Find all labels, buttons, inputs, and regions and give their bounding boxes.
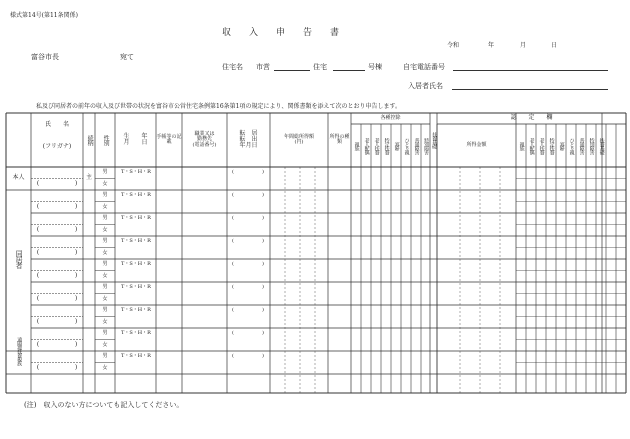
sex-male: 男 <box>102 238 108 245</box>
move-paren-close: ) <box>262 238 264 245</box>
deductions-group-header: 各種控除 <box>380 114 401 121</box>
col-birth-header: 生 年 月 日 <box>123 132 148 146</box>
sex-female: 女 <box>102 364 108 371</box>
kana-paren-close: ) <box>74 341 78 349</box>
date-day: 日 <box>551 42 558 49</box>
sex-male: 男 <box>102 353 108 360</box>
deduction-header-1: 老人配偶 <box>363 137 370 154</box>
birth-era: T・S・H・R <box>121 169 151 176</box>
kana-paren-close: ) <box>74 203 78 211</box>
col-name-header: 氏 名 <box>44 120 69 128</box>
sex-male: 男 <box>102 307 108 314</box>
col-move-header: 転 居 転 出 年月日 <box>239 129 258 150</box>
sex-female: 女 <box>102 180 108 187</box>
col-income-type-header: 所得の種類 <box>329 133 350 145</box>
col-kana-header: (フリガナ) <box>42 142 72 150</box>
deduction-header-0: 親族 <box>353 141 360 150</box>
deduction-header-2: 老人扶養 <box>373 137 380 154</box>
certified-group-header: 認 定 欄 <box>510 114 553 122</box>
sex-female: 女 <box>102 249 108 256</box>
move-paren-close: ) <box>262 215 264 222</box>
sex-male: 男 <box>102 284 108 291</box>
kana-paren-open: ( <box>36 203 40 211</box>
col-receipt-header: 扶養基礎 <box>431 132 438 148</box>
move-paren-open: ( <box>232 192 234 199</box>
move-paren-open: ( <box>232 353 234 360</box>
date-year: 年 <box>488 42 495 49</box>
resident-label: 入居者氏名 <box>408 82 443 90</box>
col-income-header: 年間総所得額 (円) <box>283 133 314 145</box>
sex-female: 女 <box>102 341 108 348</box>
address-city: 市営 <box>256 63 270 71</box>
birth-era: T・S・H・R <box>121 330 151 337</box>
move-paren-open: ( <box>232 307 234 314</box>
move-paren-close: ) <box>262 330 264 337</box>
kana-paren-close: ) <box>74 226 78 234</box>
birth-era: T・S・H・R <box>121 192 151 199</box>
date-era: 令和 <box>447 42 460 49</box>
certified-income-header: 所得金額 <box>466 141 487 148</box>
addressee-suffix: 宛て <box>120 53 134 61</box>
kana-paren-open: ( <box>36 318 40 326</box>
row-label-household: 同居者 <box>15 250 24 268</box>
address-label: 住宅名 <box>222 63 243 71</box>
certified-header-6: 普通障害 <box>578 137 585 154</box>
certified-header-8: 扶養基礎 <box>598 137 605 154</box>
col-sex-header: 性別 <box>102 135 110 145</box>
sex-female: 女 <box>102 272 108 279</box>
kana-paren-close: ) <box>74 272 78 280</box>
birth-era: T・S・H・R <box>121 238 151 245</box>
birth-era: T・S・H・R <box>121 261 151 268</box>
addressee: 富谷市長 <box>31 53 59 61</box>
deduction-header-7: 特別障害 <box>423 137 430 154</box>
certified-header-2: 老人扶養 <box>538 137 545 154</box>
kana-paren-close: ) <box>74 364 78 372</box>
move-paren-open: ( <box>232 215 234 222</box>
deduction-header-5: ひとり親 <box>403 137 410 154</box>
kana-paren-open: ( <box>36 226 40 234</box>
birth-era: T・S・H・R <box>121 284 151 291</box>
kana-paren-close: ) <box>74 180 78 188</box>
move-paren-open: ( <box>232 238 234 245</box>
kana-paren-open: ( <box>36 249 40 257</box>
move-paren-open: ( <box>232 330 234 337</box>
col-workplace-header: 職業又は 勤務先 (電話番号) <box>192 131 217 148</box>
date-month: 月 <box>520 42 527 49</box>
form-number: 様式第14号(第11条関係) <box>10 12 78 19</box>
sex-male: 男 <box>102 215 108 222</box>
certified-header-1: 老人配偶 <box>528 137 535 154</box>
move-paren-close: ) <box>262 307 264 314</box>
certified-header-7: 特別障害 <box>588 137 595 154</box>
deduction-header-3: 特定扶養 <box>383 137 390 154</box>
kana-paren-close: ) <box>74 249 78 257</box>
sex-male: 男 <box>102 192 108 199</box>
statement: 私及び同居者の前年の収入及び世帯の状況を富谷市公営住宅条例第16条第1項の規定により、関係書類を添えて次のとおり申告します。 <box>36 103 401 110</box>
kana-paren-close: ) <box>74 295 78 303</box>
sex-female: 女 <box>102 295 108 302</box>
row-label-remote: 遠隔地扶養親族 <box>16 337 23 365</box>
sex-female: 女 <box>102 318 108 325</box>
address-housing: 住宅 <box>313 63 327 71</box>
sex-male: 男 <box>102 261 108 268</box>
move-paren-open: ( <box>232 284 234 291</box>
deduction-header-4: 寡婦 <box>393 141 400 150</box>
kana-paren-open: ( <box>36 341 40 349</box>
address-building: 号棟 <box>368 63 382 71</box>
birth-era: T・S・H・R <box>121 353 151 360</box>
footer-note: (注) 収入のない方についても記入してください。 <box>24 401 184 409</box>
kana-paren-open: ( <box>36 272 40 280</box>
sex-male: 男 <box>102 330 108 337</box>
move-paren-close: ) <box>262 284 264 291</box>
kana-paren-open: ( <box>36 295 40 303</box>
birth-era: T・S・H・R <box>121 215 151 222</box>
col-disability-header: 手帳等の記載 <box>156 133 182 145</box>
move-paren-open: ( <box>232 169 234 176</box>
sex-female: 女 <box>102 203 108 210</box>
sex-female: 女 <box>102 226 108 233</box>
move-paren-open: ( <box>232 261 234 268</box>
row-label-self: 本人 <box>12 174 25 182</box>
form-title: 収 入 申 告 書 <box>222 28 340 38</box>
kana-paren-open: ( <box>36 364 40 372</box>
move-paren-close: ) <box>262 192 264 199</box>
col-relation-header: 続柄 <box>86 135 94 145</box>
sex-male: 男 <box>102 169 108 176</box>
certified-header-4: 寡婦 <box>558 141 565 150</box>
birth-era: T・S・H・R <box>121 307 151 314</box>
relation-self: 主 <box>85 174 92 182</box>
certified-header-3: 特定扶養 <box>548 137 555 154</box>
move-paren-close: ) <box>262 169 264 176</box>
move-paren-close: ) <box>262 261 264 268</box>
kana-paren-open: ( <box>36 180 40 188</box>
kana-paren-close: ) <box>74 318 78 326</box>
move-paren-close: ) <box>262 353 264 360</box>
certified-header-0: 親族 <box>518 141 525 150</box>
certified-header-5: ひとり親 <box>568 137 575 154</box>
phone-label: 自宅電話番号 <box>403 63 445 71</box>
deduction-header-6: 普通障害 <box>413 137 420 154</box>
